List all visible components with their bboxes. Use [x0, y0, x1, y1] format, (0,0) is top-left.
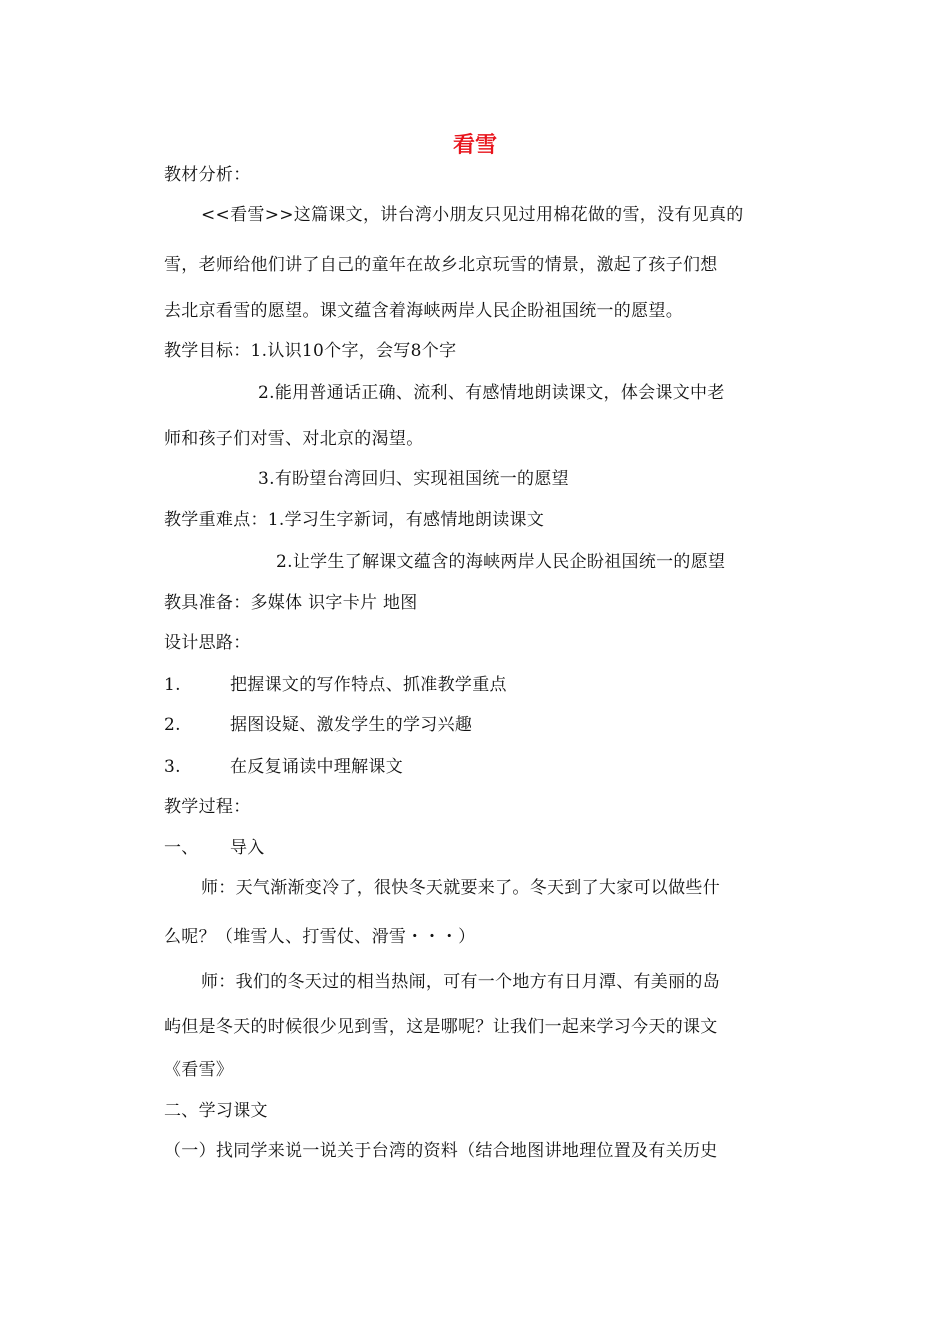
- design-item-number: 3.: [164, 757, 181, 777]
- key-points-line-1: 教学重难点：1.学习生字新词，有感情地朗读课文: [164, 510, 545, 530]
- design-heading: 设计思路：: [164, 633, 251, 653]
- teacher-dialogue-2-line-3: 《看雪》: [164, 1060, 234, 1080]
- step-1: [164, 836, 265, 860]
- analysis-paragraph-line-2: 雪，老师给他们讲了自己的童年在故乡北京玩雪的情景，激起了孩子们想: [164, 255, 718, 275]
- design-item-text: 把握课文的写作特点、抓准教学重点: [230, 675, 507, 695]
- design-item: [164, 755, 403, 779]
- design-item-text: 在反复诵读中理解课文: [230, 757, 403, 777]
- goals-line-1: 教学目标：1.认识10个字，会写8个字: [164, 341, 457, 361]
- goals-line-2: 2.能用普通话正确、流利、有感情地朗读课文，体会课文中老: [258, 383, 725, 403]
- teacher-dialogue-1-line-1: 师：天气渐渐变冷了，很快冬天就要来了。冬天到了大家可以做些什: [201, 878, 720, 898]
- analysis-heading: 教材分析：: [164, 165, 251, 185]
- page-title: 看雪: [452, 132, 497, 158]
- design-item: [164, 673, 507, 697]
- analysis-paragraph-line-3: 去北京看雪的愿望。课文蕴含着海峡两岸人民企盼祖国统一的愿望。: [164, 301, 683, 321]
- teacher-dialogue-2-line-2: 屿但是冬天的时候很少见到雪，这是哪呢？让我们一起来学习今天的课文: [164, 1017, 718, 1037]
- teacher-dialogue-2-line-1: 师：我们的冬天过的相当热闹，可有一个地方有日月潭、有美丽的岛: [201, 972, 720, 992]
- teaching-tools: 教具准备：多媒体 识字卡片 地图: [164, 593, 418, 613]
- goals-line-4: 3.有盼望台湾回归、实现祖国统一的愿望: [258, 469, 569, 489]
- goals-line-3: 师和孩子们对雪、对北京的渴望。: [164, 429, 424, 449]
- analysis-paragraph-line-1: <<看雪>>这篇课文，讲台湾小朋友只见过用棉花做的雪，没有见真的: [201, 205, 744, 225]
- process-heading: 教学过程：: [164, 797, 251, 817]
- step-2: 二、学习课文: [164, 1101, 268, 1121]
- design-item-number: 1.: [164, 675, 181, 695]
- step-1-text: 导入: [230, 838, 265, 858]
- sub-step-1: （一）找同学来说一说关于台湾的资料（结合地图讲地理位置及有关历史: [164, 1141, 718, 1161]
- key-points-line-2: 2.让学生了解课文蕴含的海峡两岸人民企盼祖国统一的愿望: [276, 552, 726, 572]
- design-item: [164, 713, 472, 737]
- teacher-dialogue-1-line-2: 么呢？（堆雪人、打雪仗、滑雪・・・）: [164, 927, 476, 947]
- step-1-number: 一、: [164, 838, 199, 858]
- design-item-text: 据图设疑、激发学生的学习兴趣: [230, 715, 473, 735]
- design-item-number: 2.: [164, 715, 181, 735]
